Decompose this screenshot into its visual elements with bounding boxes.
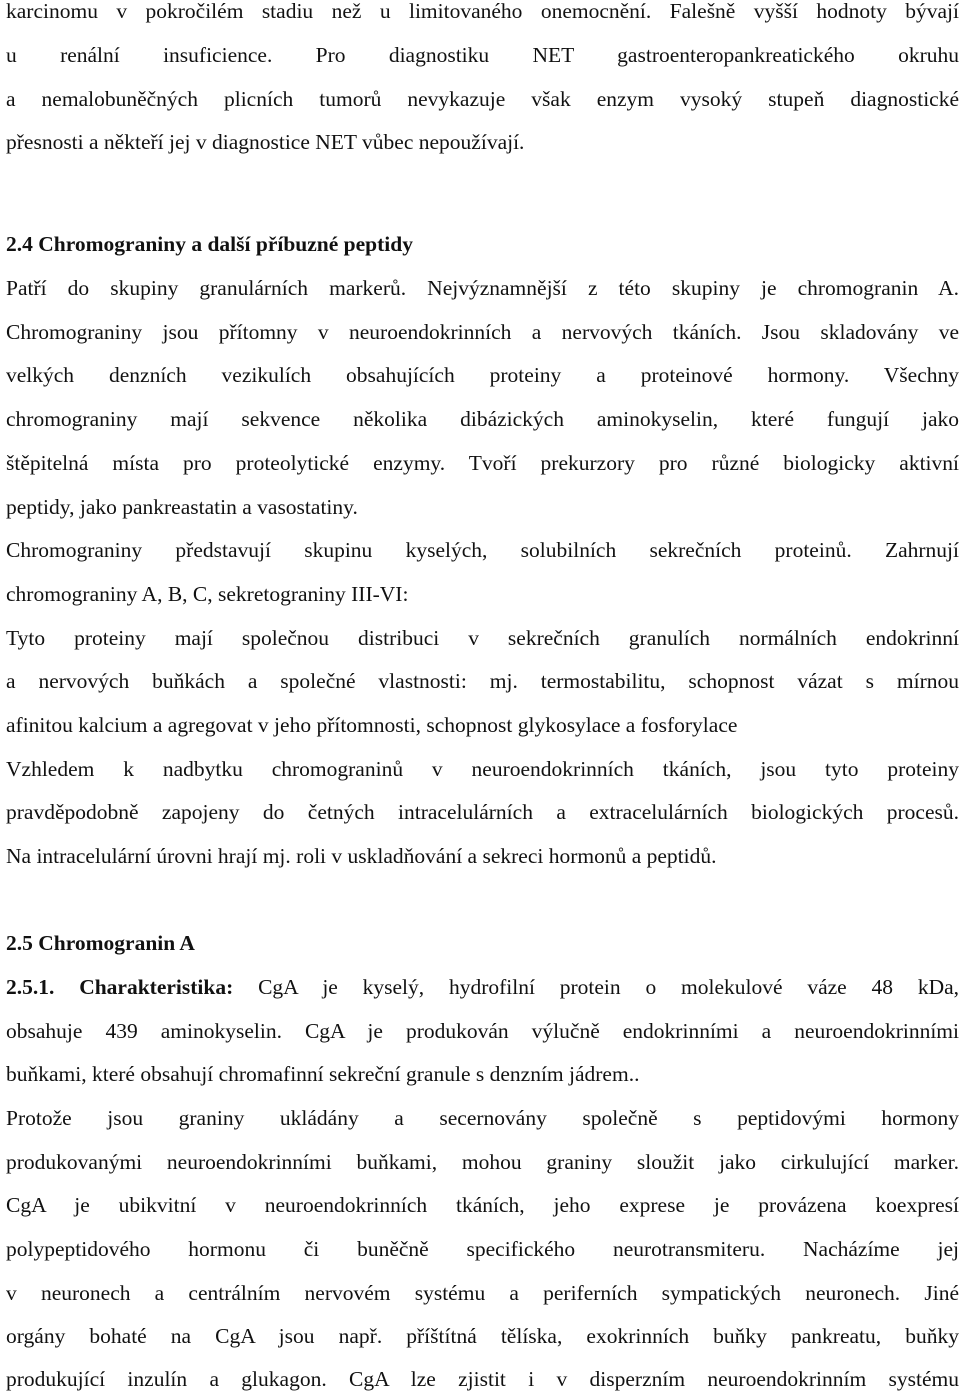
text-line: karcinomu v pokročilém stadiu než u limitovaného onemocnění. Falešně vyšší hodnoty bývají (6, 0, 959, 23)
text-line: Chromograniny představují skupinu kyselých, solubilních sekrečních proteinů. Zahrnují (6, 538, 959, 562)
text-line: peptidy, jako pankreastatin a vasostatiny. (6, 495, 358, 519)
text-line: chromograniny A, B, C, sekretograniny III-VI: (6, 582, 409, 606)
text-line: CgA je ubikvitní v neuroendokrinních tkáních, jeho exprese je provázena koexpresí (6, 1193, 959, 1217)
subsection-first-line (6, 973, 959, 1001)
section-heading-2-4: 2.4 Chromograniny a další příbuzné peptidy (6, 232, 413, 256)
text-line: Chromograniny jsou přítomny v neuroendokrinních a nervových tkáních. Jsou skladovány ve (6, 320, 959, 344)
text-line: přesnosti a někteří jej v diagnostice NET vůbec nepoužívají. (6, 130, 525, 154)
text-line: u renální insuficience. Pro diagnostiku NET gastroenteropankreatického okruhu (6, 43, 959, 67)
text-line: afinitou kalcium a agregovat v jeho přítomnosti, schopnost glykosylace a fosforylace (6, 713, 738, 737)
text-line: štěpitelná místa pro proteolytické enzymy. Tvoří prekurzory pro různé biologicky aktivní (6, 451, 959, 475)
text-line: produkovanými neuroendokrinními buňkami, mohou graniny sloužit jako cirkulující marker. (6, 1150, 959, 1174)
subsection-text: CgA je kyselý, hydrofilní protein o molekulové váze 48 kDa, (258, 975, 960, 999)
text-line: produkující inzulín a glukagon. CgA lze zjistit i v disperzním neuroendokrinním systému (6, 1367, 959, 1391)
text-line: Vzhledem k nadbytku chromograninů v neuroendokrinních tkáních, jsou tyto proteiny (6, 757, 959, 781)
text-line: orgány bohaté na CgA jsou např. příštítná tělíska, exokrinních buňky pankreatu, buňky (6, 1324, 959, 1348)
text-line: Na intracelulární úrovni hrají mj. roli v uskladňování a sekreci hormonů a peptidů. (6, 844, 717, 868)
text-line: velkých denzních vezikulích obsahujících proteiny a proteinové hormony. Všechny (6, 363, 959, 387)
text-line: buňkami, které obsahují chromafinní sekreční granule s denzním jádrem.. (6, 1062, 640, 1086)
text-line: Patří do skupiny granulárních markerů. Nejvýznamnější z této skupiny je chromogranin A. (6, 276, 959, 300)
text-line: pravděpodobně zapojeny do četných intracelulárních a extracelulárních biologických procesů. (6, 800, 959, 824)
text-line: a nervových buňkách a společné vlastnosti: mj. termostabilitu, schopnost vázat s mírnou (6, 669, 959, 693)
subsection-label: Charakteristika: (79, 975, 234, 999)
text-line: Tyto proteiny mají společnou distribuci v sekrečních granulích normálních endokrinní (6, 626, 959, 650)
subsection-number: 2.5.1. (6, 975, 55, 999)
text-line: v neuronech a centrálním nervovém systému a periferních sympatických neuronech. Jiné (6, 1281, 959, 1305)
text-line: chromograniny mají sekvence několika dibázických aminokyselin, které fungují jako (6, 407, 959, 431)
section-heading-2-5: 2.5 Chromogranin A (6, 931, 195, 955)
text-line: Protože jsou graniny ukládány a secernovány společně s peptidovými hormony (6, 1106, 959, 1130)
text-line: a nemalobuněčných plicních tumorů nevykazuje však enzym vysoký stupeň diagnostické (6, 87, 959, 111)
text-line: obsahuje 439 aminokyselin. CgA je produkován výlučně endokrinními a neuroendokrinními (6, 1019, 959, 1043)
text-line: polypeptidového hormonu či buněčně specifického neurotransmiteru. Nacházíme jej (6, 1237, 959, 1261)
